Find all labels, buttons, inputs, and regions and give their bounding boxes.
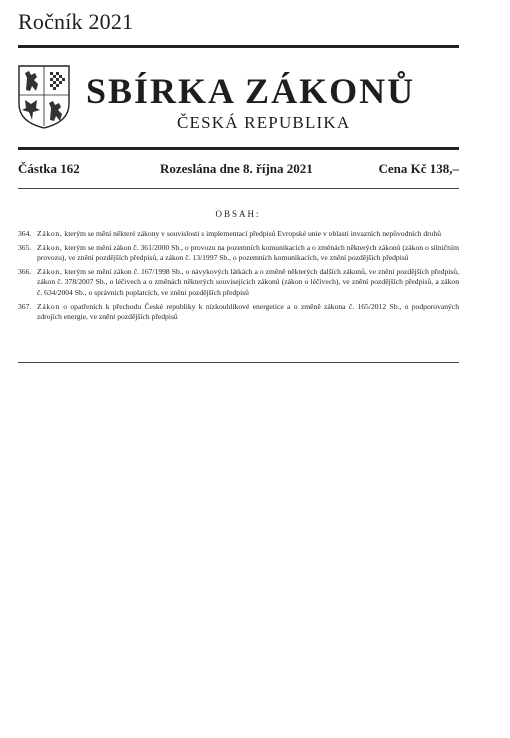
contents-top-rule — [18, 188, 459, 189]
item-text — [37, 302, 459, 323]
contents-item-365 — [18, 243, 459, 264]
item-lead: Zákon — [37, 301, 60, 311]
contents-item-367 — [18, 302, 459, 323]
item-body: kterým se mění zákon č. 167/1998 Sb., o návykových látkách a o změně některých dalších zákonů, ve znění pozdějších předpisů, zákon č. 378/2007 Sb., o léčivech a o změnách některých souvisejících zákonů (zákon o léčivech), ve znění pozdějších předpisů, a zákon č. 634/2004 Sb., o správních poplatcích, ve znění pozdějších předpisů — [37, 266, 459, 297]
item-number: 366. — [18, 266, 32, 276]
item-number: 365. — [18, 242, 32, 252]
item-lead: Zákon, — [37, 229, 63, 238]
item-number: 367. — [18, 301, 32, 311]
item-text — [37, 229, 459, 240]
contents-item-366 — [18, 267, 459, 299]
volume-year: Ročník 2021 — [18, 9, 134, 34]
top-rule — [18, 45, 459, 48]
middle-rule — [18, 147, 459, 150]
issue-number: Částka 162 — [18, 161, 80, 176]
item-body: kterým se mění zákon č. 361/2000 Sb., o provozu na pozemních komunikacích a o změnách některých zákonů (zákon o silničním provozu), ve znění pozdějších předpisů, a zákon č. 13/1997 Sb., o pozemních komunikacích, ve znění pozdějších předpisů — [37, 242, 459, 263]
distribution-date: Rozeslána dne 8. října 2021 — [160, 161, 313, 176]
item-text — [37, 267, 459, 299]
contents-bottom-rule — [18, 362, 459, 363]
item-body: kterým se mění některé zákony v souvislosti s implementací předpisů Evropské unie v oblasti invazních nepůvodních druhů — [62, 229, 442, 238]
issue-price: Cena Kč 138,– — [378, 161, 459, 176]
contents-item-364 — [18, 229, 459, 240]
contents-heading: OBSAH: — [215, 209, 261, 219]
contents-list — [18, 229, 459, 326]
item-body: o opatřeních k přechodu České republiky k nízkouhlíkové energetice a o změně zákona č. 165/2012 Sb., o podporovaných zdrojích energie, ve znění pozdějších předpisů — [37, 301, 459, 322]
page-subtitle: ČESKÁ REPUBLIKA — [177, 113, 351, 132]
item-text — [37, 243, 459, 264]
item-number: 364. — [18, 229, 32, 238]
item-lead: Zákon, — [37, 266, 63, 276]
page-title: SBÍRKA ZÁKONŮ — [86, 71, 416, 111]
czech-coat-of-arms-icon — [17, 64, 71, 130]
item-lead: Zákon, — [37, 242, 63, 252]
